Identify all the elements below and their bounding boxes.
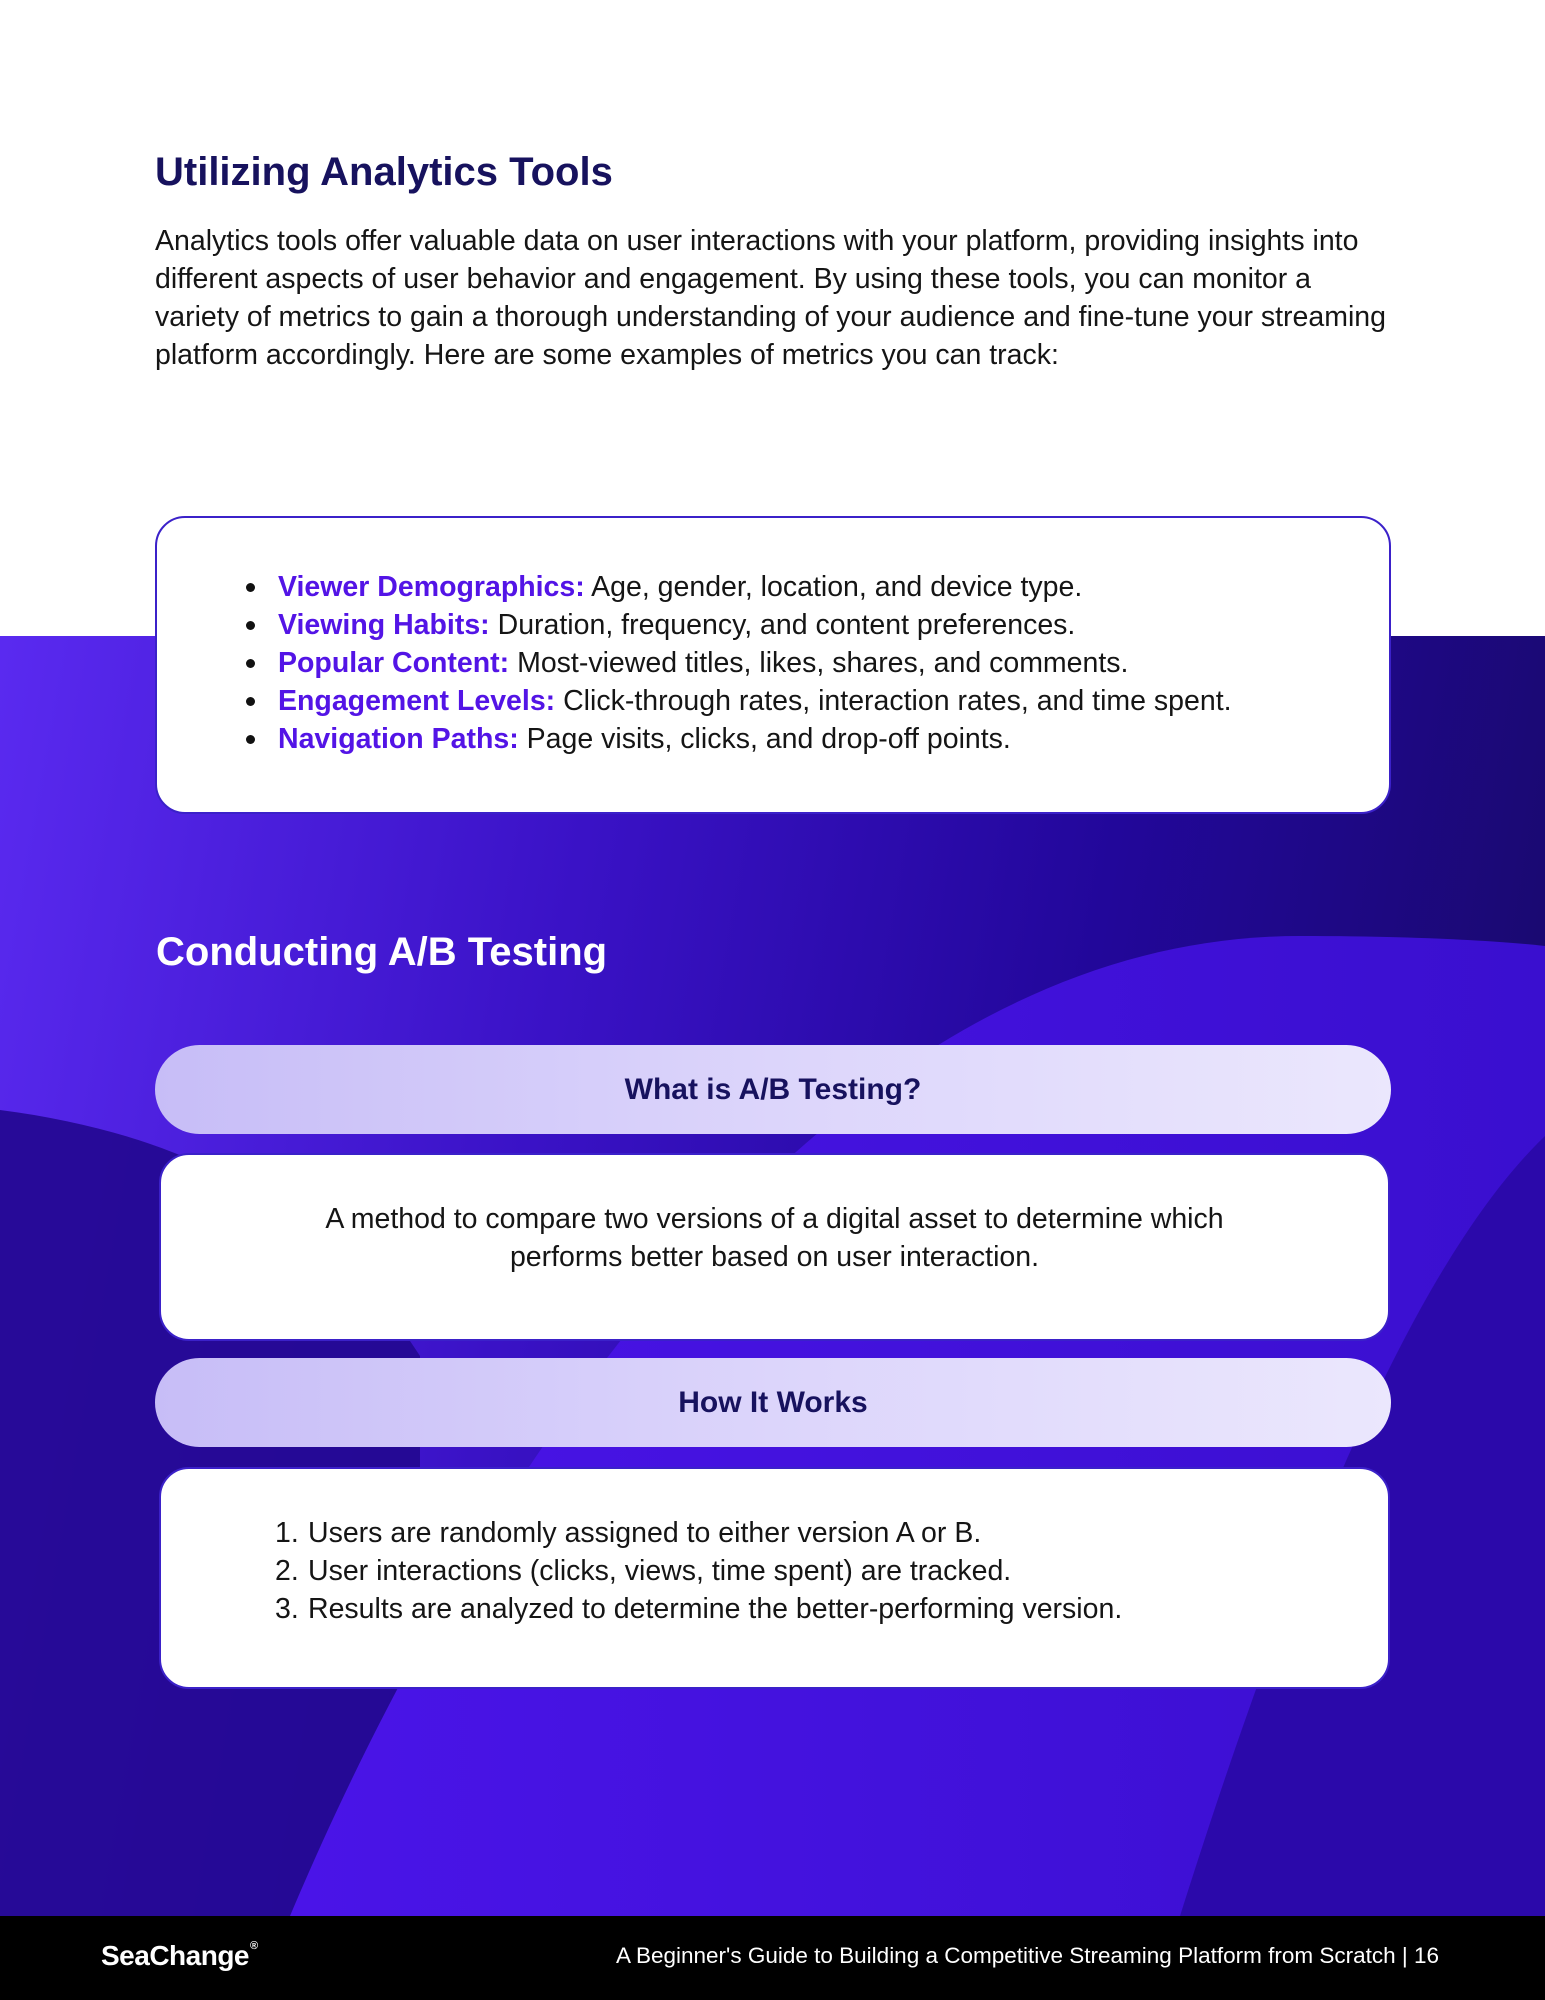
metric-term: Viewer Demographics: (278, 571, 585, 603)
metric-term: Viewing Habits: (278, 609, 490, 641)
metric-item (278, 568, 1232, 606)
page-footer (0, 1916, 1545, 2000)
definition-card (159, 1153, 1390, 1341)
step-number: 1. (275, 1517, 299, 1549)
metric-term: Engagement Levels: (278, 685, 556, 717)
step-text: User interactions (clicks, views, time spent) are tracked. (308, 1555, 1012, 1587)
metric-detail: Duration, frequency, and content preferences. (489, 609, 1076, 641)
metric-item (278, 682, 1232, 720)
metric-item (278, 720, 1232, 758)
registered-mark: ® (250, 1940, 258, 1952)
logo-text: SeaChange (101, 1940, 249, 1971)
step-number: 3. (275, 1593, 299, 1625)
definition-text: A method to compare two versions of a digital asset to determine which performs better based on user interaction. (325, 1203, 1224, 1273)
metric-detail: Most-viewed titles, likes, shares, and comments. (509, 647, 1129, 679)
step-number: 2. (275, 1555, 299, 1587)
section-heading-analytics: Utilizing Analytics Tools (155, 150, 613, 194)
step-text: Results are analyzed to determine the better-performing version. (308, 1593, 1123, 1625)
metric-detail: Age, gender, location, and device type. (584, 571, 1083, 603)
bullet-icon (246, 621, 255, 630)
how-it-works-header: How It Works (155, 1358, 1391, 1447)
what-is-ab-testing-header: What is A/B Testing? (155, 1045, 1391, 1134)
seachange-logo (101, 1940, 258, 1972)
metrics-list (278, 568, 1232, 758)
metric-detail: Page visits, clicks, and drop-off points. (518, 723, 1011, 755)
metric-detail: Click-through rates, interaction rates, and time spent. (555, 685, 1232, 717)
steps-list (275, 1514, 1123, 1628)
bullet-icon (246, 659, 255, 668)
step-item (275, 1552, 1122, 1590)
analytics-intro-paragraph: Analytics tools offer valuable data on user interactions with your platform, providing insights into different aspects of user behavior and engagement. By using these tools, you can monitor a variety of metrics to gain a thorough understanding of your audience and fine-tune your streaming platform accordingly. Here are some examples of metrics you can track: (155, 225, 1386, 371)
metric-term: Popular Content: (278, 647, 510, 679)
footer-title-page-number: A Beginner's Guide to Building a Competitive Streaming Platform from Scratch | 16 (615, 1943, 1439, 1968)
step-item (275, 1590, 1123, 1628)
metric-term: Navigation Paths: (278, 723, 519, 755)
bullet-icon (246, 735, 255, 744)
bullet-icon (246, 697, 255, 706)
steps-card (159, 1467, 1390, 1689)
metric-item (278, 644, 1232, 682)
metric-item (278, 606, 1232, 644)
step-item (275, 1514, 1122, 1552)
bullet-icon (246, 583, 255, 592)
section-heading-ab-testing: Conducting A/B Testing (156, 930, 608, 974)
metrics-card (155, 516, 1391, 814)
step-text: Users are randomly assigned to either version A or B. (308, 1517, 982, 1549)
